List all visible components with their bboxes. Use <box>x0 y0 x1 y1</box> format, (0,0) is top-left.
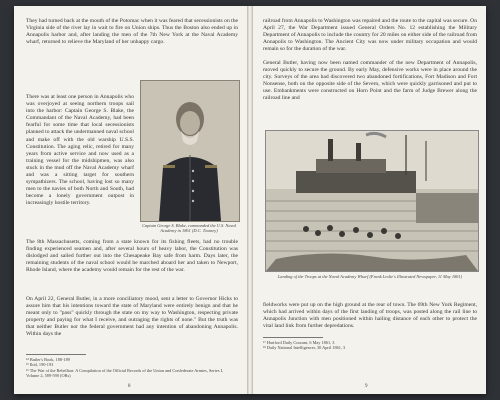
portrait-caption: Captain George S. Blake, commanded the U.S. Naval Academy in 1861 (D.C. Toomey) <box>142 223 236 234</box>
portrait-illustration <box>141 81 239 221</box>
paragraph-top: They had turned back at the mouth of the Potomac when it was feared that secessionists on the Virginia side of the river lay in wait to fire on Union ships. Thus the Boston also ended up in Annapolis harbor and, after landing the men of the 7th New York at the Naval Academy wharf, returned to relieve the Maryland of her unhappy cargo. <box>26 18 238 46</box>
engraving-image <box>265 130 479 272</box>
wharf-engraving-illustration <box>266 131 478 271</box>
left-page <box>14 6 247 394</box>
open-book <box>14 6 486 394</box>
footnotes-right <box>263 340 463 351</box>
right-page <box>253 6 486 394</box>
paragraph-department: General Butler, having now been named commander of the new Department of Annapolis, moved quickly to secure the ground. By early May, defensive works were in place around the city. Surveys of the area had discovered two abandoned fortifications, Fort Madison and Fort Nonsense, both on the opposite side of the Severn, which were quickly garrisoned and put to use. Embankments were constructed on Horn Point and the farm of Judge Brewer along the railroad line and <box>263 60 477 102</box>
footnote-rule <box>263 337 323 338</box>
footnote-rule <box>26 354 86 355</box>
paragraph-massachusetts: The 8th Massachusetts, coming from a state known for its fishing fleets, had no trouble finding experienced seamen and, after several hours of heavy labor, the Constitution was dislodged and sailed further out into the Chesapeake Bay safe from harm. Days later, the remaining students of the naval school would be marched aboard her and taken to Newport, Rhode Island, where the academy would remain for the rest of the war. <box>26 239 238 274</box>
paragraph-blake: There was at least one person in Annapolis who was overjoyed at seeing northern troops sail into the harbor: Captain George S. Blake, the Commandant of the Naval Academy, had been fearful for some time that local secessionists planned to attack the undermanned naval school and make off with the old warship U.S.S. Constitution. The aging relic, retired for many years from active service and now used as a training vessel for the midshipmen, was also stuck in the mud off the Naval Academy wharf and was a sitting target for southern sympathizers. The school, having lost so many men to the navies of both North and South, had become a lonely government outpost in increasingly hostile territory. <box>26 94 134 207</box>
footnote: ¹⁸ Daily National Intelligencer, 30 April 1861, 3 <box>263 345 346 351</box>
footnote: ¹⁴ Butler's Book, 188-189 <box>26 357 70 362</box>
footnote: ¹⁵ Ibid, 190-193 <box>26 362 54 368</box>
paragraph-fieldworks: fieldworks were put up on the high ground at the rear of town. The 69th New York Regiment, which had arrived within days of the first landing of troops, was posted along the rail line to Annapolis Junction with men positioned within hailing distance of each other to protect the vital land link from further depredations. <box>263 302 477 330</box>
footnote: ¹⁷ Hartford Daily Courant, 6 May 1861, 3 <box>263 340 335 345</box>
paragraph-railroad: railroad from Annapolis to Washington was repaired and the route to the capital was secure. On April 27, the War Department issued General Orders No. 12 establishing the Military Department of Annapolis to include the country for 20 miles on either side of the railroad from Annapolis to Washington. The Ancient City was now under military occupation and would remain so for the duration of the war. <box>263 18 477 53</box>
page-number-right: 9 <box>365 384 368 389</box>
page-number-left: 8 <box>128 384 131 389</box>
portrait-image <box>140 80 240 222</box>
engraving-caption: Landing of the Troops at the Naval Academy Wharf (Frank Leslie's Illustrated Newspaper, 11 May 1861) <box>277 274 463 279</box>
paragraph-butler-letter: On April 22, General Butler, in a more conciliatory mood, sent a letter to Governor Hicks to assure him that his intentions toward the state of Maryland were entirely benign and that he meant only to "pass" quickly through the state on my way to Washington, respecting private property and paying for what I receive, and outraging the rights of none." But the truth was that neither Butler nor the federal government had any intention of abandoning Annapolis. Within days the <box>26 296 238 338</box>
footnotes-left <box>26 357 226 379</box>
footnote: ¹⁶ The War of the Rebellion: A Compilation of the Official Records of the Union and Confederate Armies, Series I, Volume 2, 589-590 (ORs) <box>26 367 224 379</box>
